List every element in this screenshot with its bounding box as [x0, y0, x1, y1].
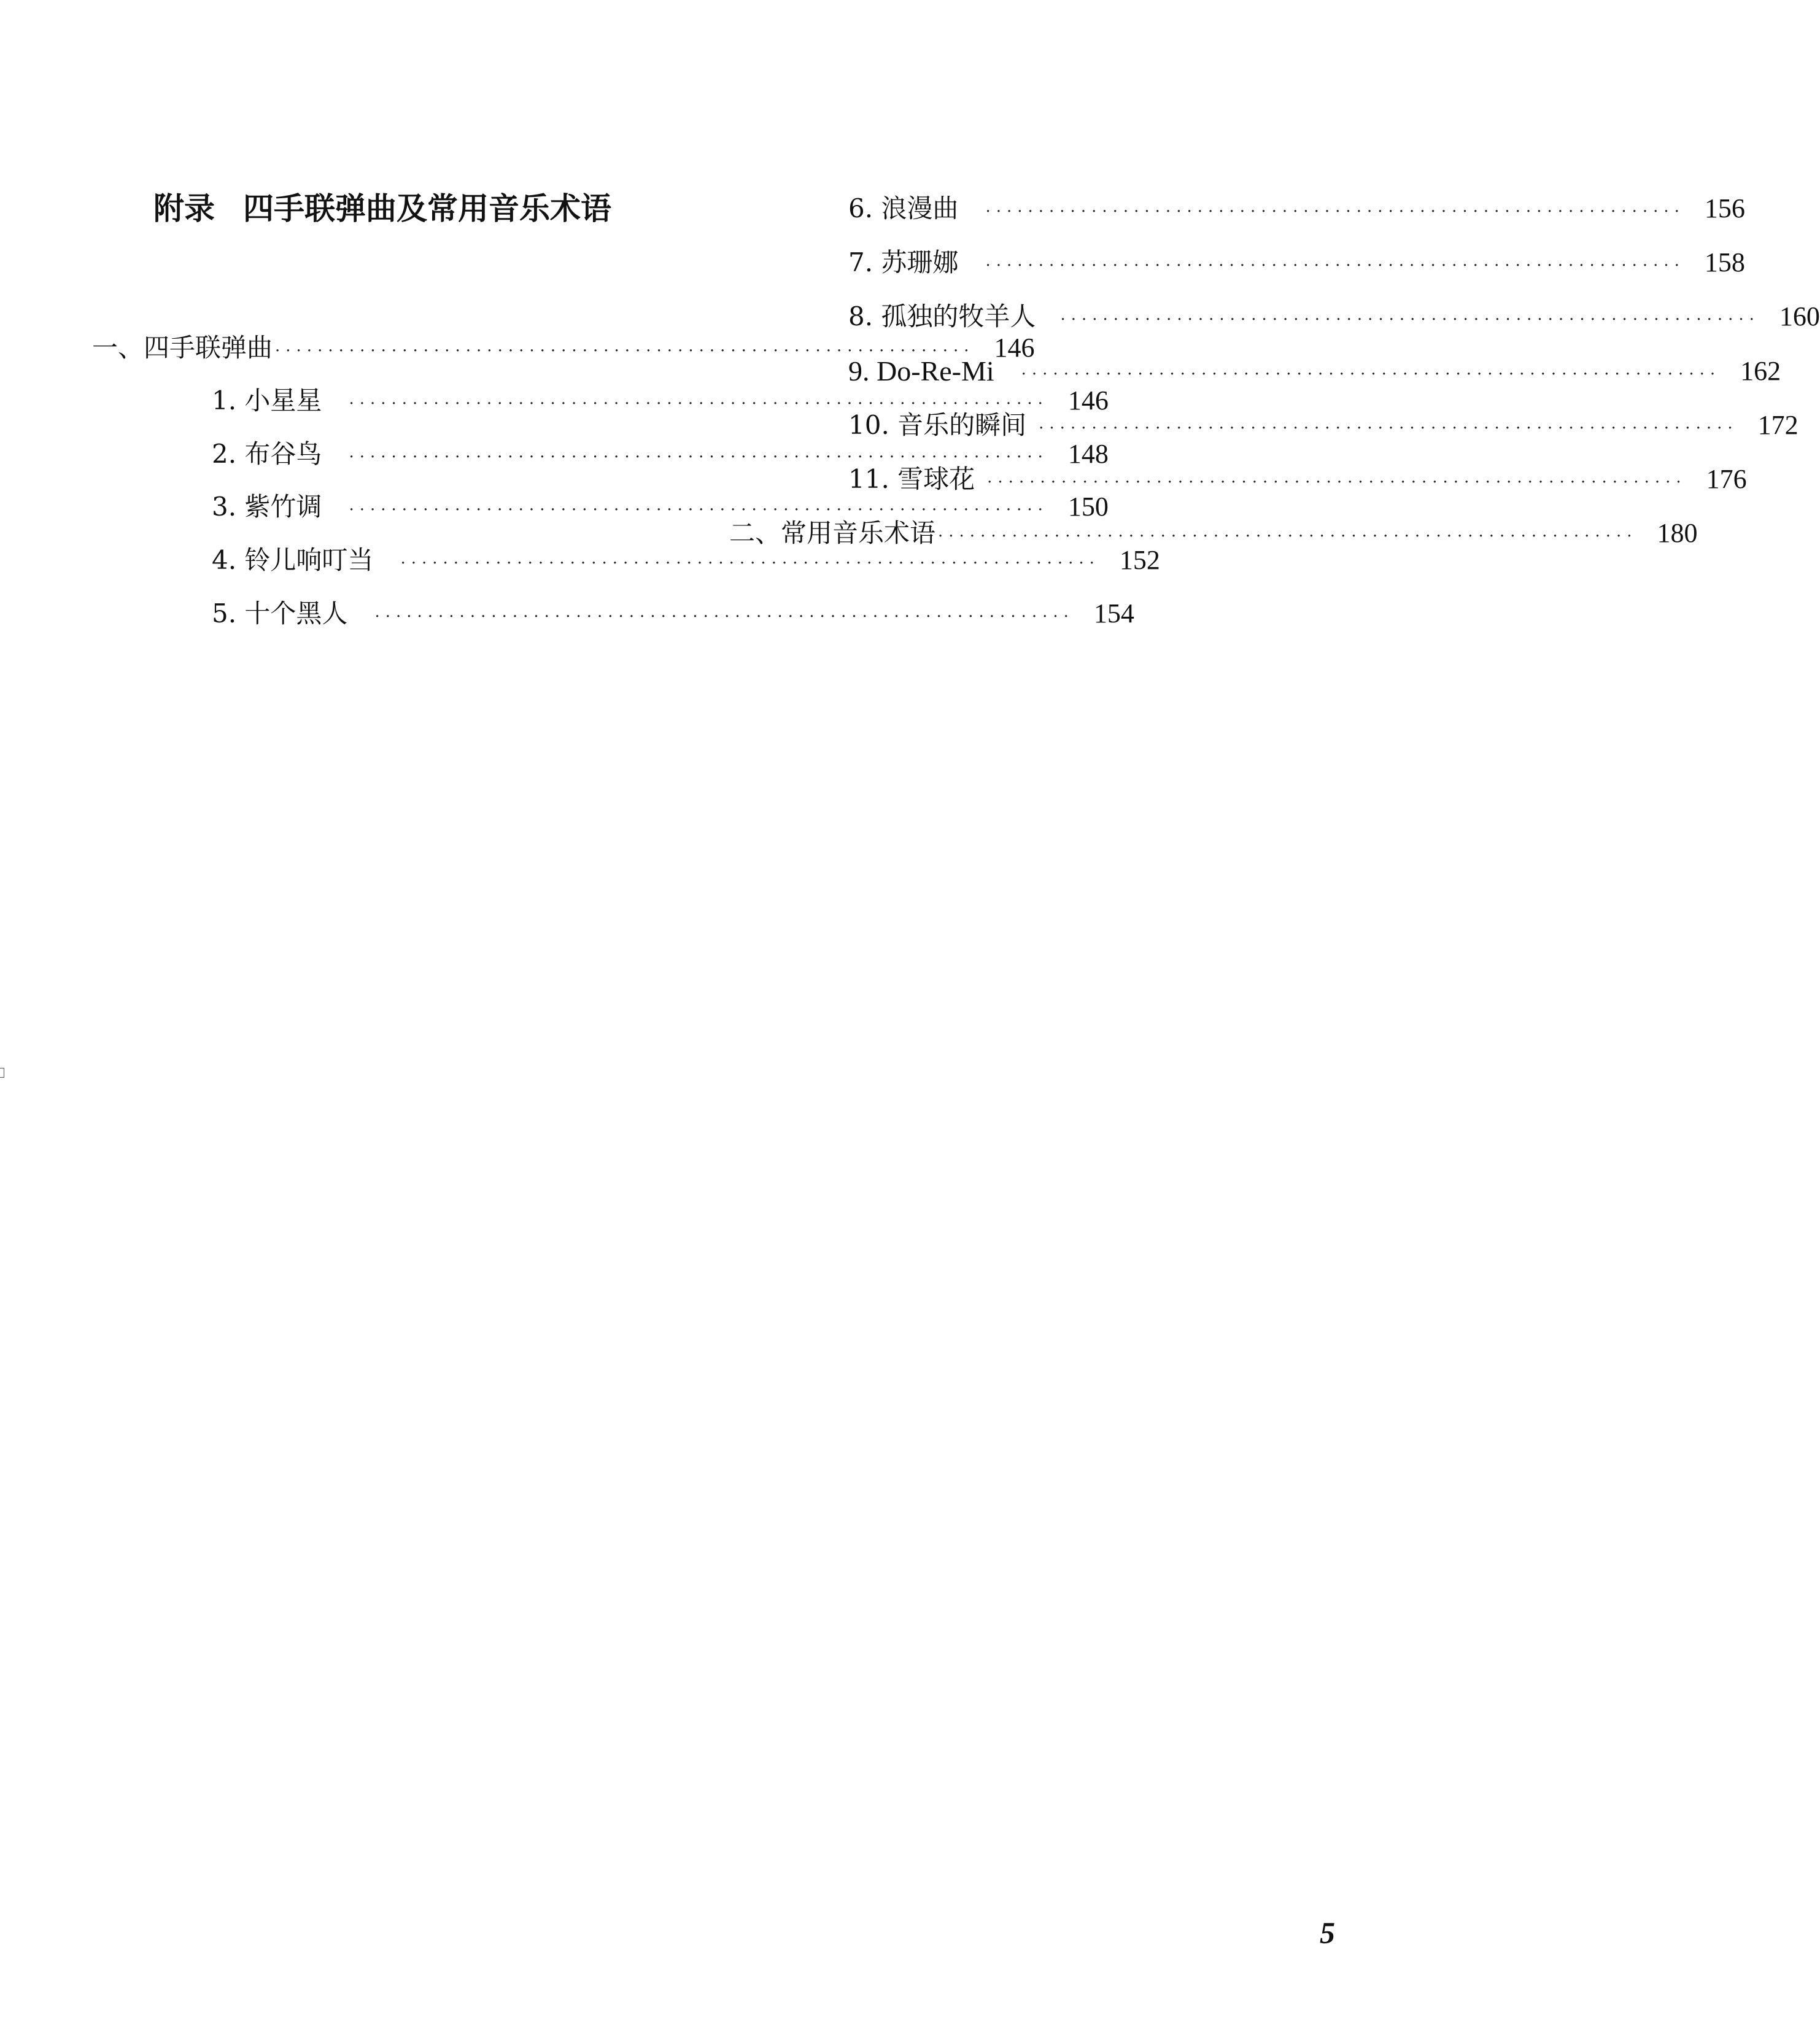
toc-label: 3. 紫竹调 [212, 492, 322, 522]
page-number: 5 [1320, 1915, 1335, 1950]
toc-page: 148 [1067, 439, 1109, 469]
toc-page: 146 [994, 333, 1035, 363]
margin-mark [0, 1068, 4, 1078]
toc-item-8[interactable] [848, 298, 1820, 335]
toc-page: 150 [1067, 492, 1109, 522]
toc-label: 2. 布谷鸟 [212, 439, 322, 469]
toc-page: 176 [1706, 464, 1747, 494]
toc-item-7[interactable] [848, 244, 1745, 281]
toc-page: 152 [1119, 545, 1160, 575]
toc-label: 8. 孤独的牧羊人 [848, 301, 1036, 331]
appendix-title [153, 184, 611, 233]
toc-page: 180 [1657, 518, 1698, 548]
dot-leader: ·································································· [374, 608, 1074, 626]
toc-page: 146 [1067, 385, 1109, 415]
dot-leader: ·································································· [400, 554, 1100, 573]
dot-leader: ·································································· [987, 473, 1687, 492]
toc-item-6[interactable] [848, 190, 1745, 227]
toc-section-music-terms[interactable] [729, 515, 1698, 552]
toc-item-11[interactable] [848, 461, 1747, 498]
toc-page: 158 [1704, 247, 1745, 277]
toc-item-4[interactable] [212, 542, 1160, 579]
toc-page: 160 [1779, 301, 1820, 331]
dot-leader: ·································································· [1021, 365, 1721, 384]
toc-label: 一、四手联弹曲 [92, 333, 273, 363]
dot-leader: ·································································· [349, 395, 1048, 413]
toc-label: 9. Do-Re-Mi [848, 355, 994, 387]
toc-label: 5. 十个黑人 [212, 598, 348, 628]
dot-leader: ·································································· [275, 342, 975, 360]
appendix-label: 附录 [153, 190, 215, 226]
dot-leader: ·································································· [349, 448, 1048, 466]
dot-leader: ·································································· [1039, 419, 1738, 438]
toc-section-piano-duets[interactable] [92, 330, 1035, 366]
toc-label: 1. 小星星 [212, 385, 322, 415]
toc-label: 二、常用音乐术语 [729, 518, 936, 548]
toc-page: 156 [1704, 193, 1745, 223]
dot-leader: ·································································· [349, 501, 1048, 519]
dot-leader: ·································································· [1060, 311, 1760, 329]
toc-page: 172 [1757, 410, 1799, 440]
toc-label: 4. 铃儿响叮当 [212, 545, 374, 575]
toc-item-1[interactable] [212, 382, 1109, 419]
toc-label: 10. 音乐的瞬间 [848, 410, 1027, 440]
dot-leader: ·································································· [938, 527, 1638, 546]
appendix-title-text: 四手联弹曲及常用音乐术语 [243, 190, 611, 226]
toc-label: 7. 苏珊娜 [848, 247, 959, 277]
toc-page: 154 [1093, 598, 1134, 628]
toc-item-2[interactable] [212, 436, 1109, 473]
toc-item-5[interactable] [212, 595, 1134, 632]
toc-item-9[interactable] [848, 353, 1781, 390]
toc-label: 11. 雪球花 [848, 464, 975, 494]
toc-page: 162 [1740, 356, 1781, 386]
toc-label: 6. 浪漫曲 [848, 193, 959, 223]
dot-leader: ·································································· [985, 257, 1685, 275]
dot-leader: ·································································· [985, 203, 1685, 221]
toc-item-10[interactable] [848, 407, 1799, 444]
toc-item-3[interactable] [212, 489, 1109, 525]
